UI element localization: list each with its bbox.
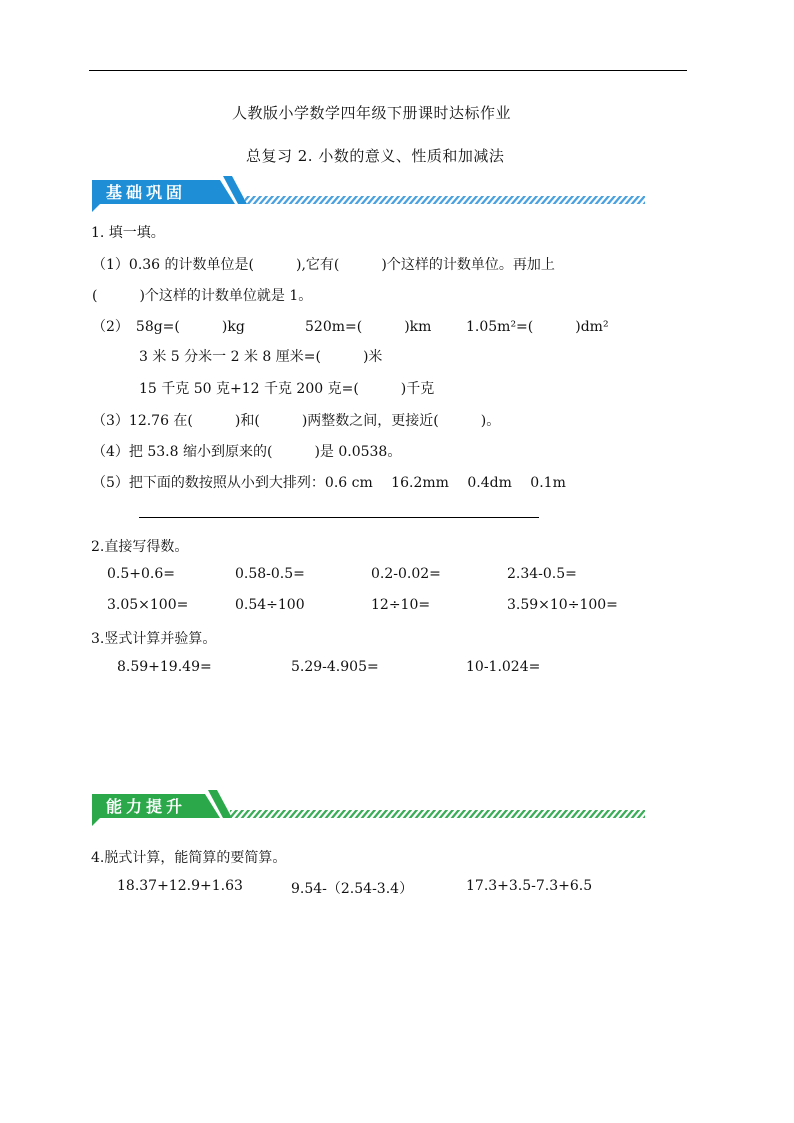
q1-answer-line (139, 517, 539, 518)
q3-item: 5.29-4.905= (291, 659, 379, 675)
page-title: 人教版小学数学四年级下册课时达标作业 (232, 104, 512, 122)
q4-item: 17.3+3.5-7.3+6.5 (466, 878, 593, 894)
section-banner-basic (90, 176, 650, 216)
q2-item: 12÷10= (371, 597, 431, 613)
q4-item: 18.37+12.9+1.63 (117, 878, 243, 894)
q1-heading: 1. 填一填。 (91, 225, 165, 241)
q4-heading: 4.脱式计算，能简算的要简算。 (91, 850, 287, 866)
q1-part2-c: 1.05m²=( )dm² (466, 319, 609, 335)
page-subtitle: 总复习 2. 小数的意义、性质和加减法 (246, 147, 505, 165)
section-label-advanced: 能力提升 (106, 797, 187, 816)
q2-item: 0.2-0.02= (371, 566, 441, 582)
q2-item: 0.58-0.5= (235, 566, 305, 582)
q2-heading: 2.直接写得数。 (91, 539, 189, 555)
q3-item: 10-1.024= (466, 659, 541, 675)
section-label-basic: 基础巩固 (106, 183, 187, 202)
q4-item: 9.54-（2.54-3.4） (291, 881, 414, 897)
q1-part1-line2: ( )个这样的计数单位就是 1。 (92, 288, 313, 304)
q1-part2-a: （2） 58g=( )kg (92, 319, 245, 335)
q2-item: 0.5+0.6= (107, 566, 175, 582)
q1-part1-line1: （1）0.36 的计数单位是( ),它有( )个这样的计数单位。再加上 (92, 257, 555, 273)
top-rule (89, 70, 687, 71)
q3-item: 8.59+19.49= (117, 659, 212, 675)
q1-part5: （5）把下面的数按照从小到大排列：0.6 cm 16.2mm 0.4dm 0.1m (92, 475, 566, 491)
q2-item: 0.54÷100 (235, 597, 305, 613)
q2-item: 3.59×10÷100= (507, 597, 618, 613)
q2-item: 2.34-0.5= (507, 566, 577, 582)
q1-part2-line3: 15 千克 50 克+12 千克 200 克=( )千克 (139, 381, 435, 397)
q2-item: 3.05×100= (107, 597, 189, 613)
q1-part2-line2: 3 米 5 分米一 2 米 8 厘米=( )米 (139, 349, 383, 365)
q1-part4: （4）把 53.8 缩小到原来的( )是 0.0538。 (92, 444, 402, 460)
section-banner-advanced (90, 790, 650, 830)
q1-part3: （3）12.76 在( )和( )两整数之间，更接近( )。 (92, 413, 501, 429)
q1-part2-b: 520m=( )km (305, 319, 432, 335)
q3-heading: 3.竖式计算并验算。 (91, 631, 217, 647)
